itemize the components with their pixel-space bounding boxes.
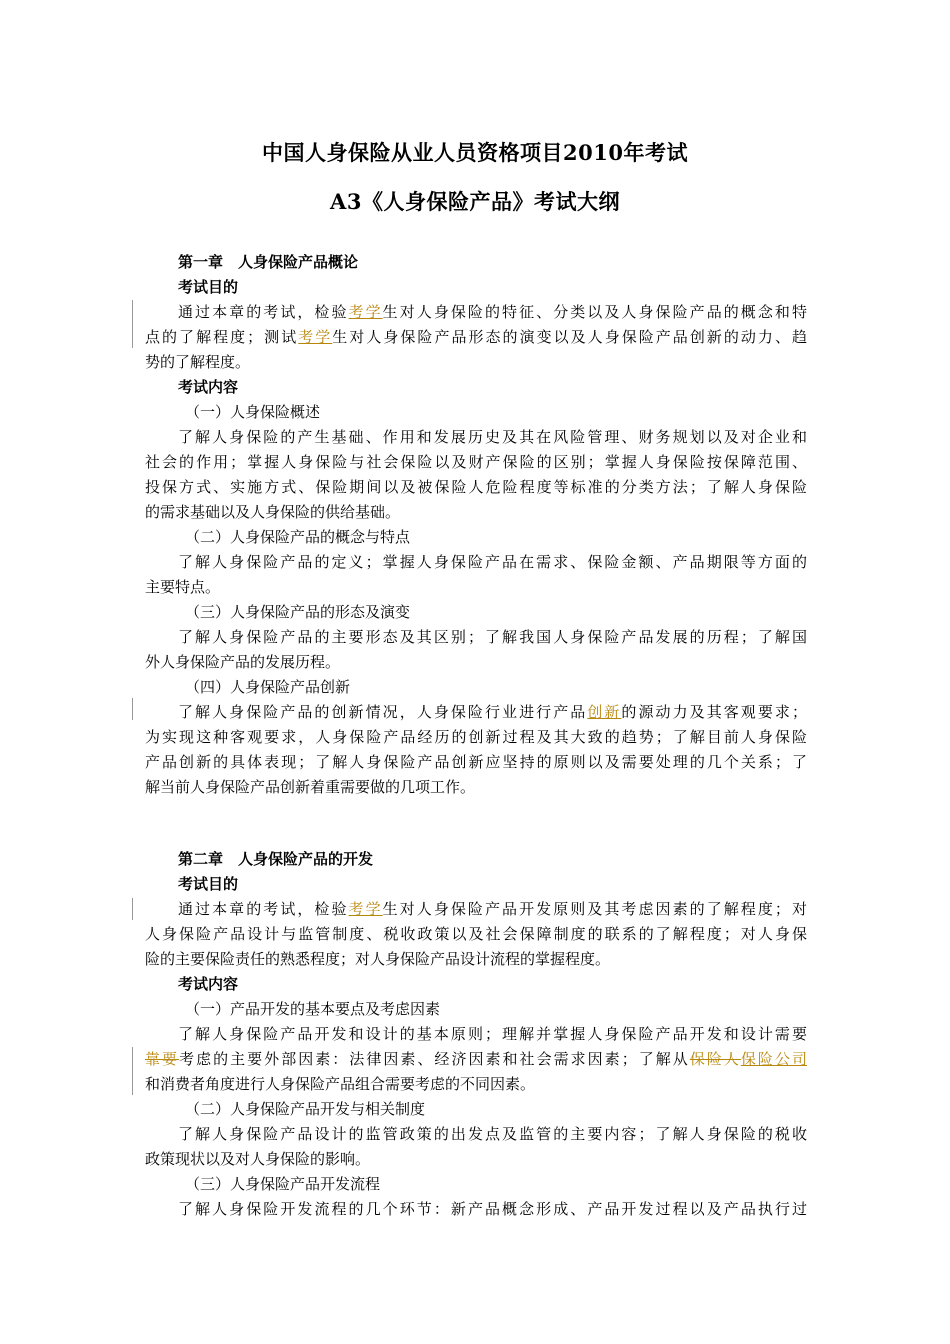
paragraph-line: 为实现这种客观要求，人身保险产品经历的创新过程及其大致的趋势；了解目前人身保险	[145, 728, 807, 746]
doc-title-line2: A3《人身保险产品》考试大纲	[330, 189, 620, 214]
section-label-purpose: 考试目的	[178, 278, 239, 296]
paragraph-line: 通过本章的考试，检验考学生对人身保险的特征、分类以及人身保险产品的概念和特	[178, 303, 807, 321]
section-label-content: 考试内容	[178, 378, 239, 396]
paragraph-line: 靠要考虑的主要外部因素：法律因素、经济因素和社会需求因素；了解从保险人保险公司	[145, 1050, 807, 1068]
paragraph-line: 外人身保险产品的发展历程。	[145, 653, 341, 671]
paragraph-line: 了解人身保险产品的创新情况，人身保险行业进行产品创新的源动力及其客观要求；	[178, 703, 807, 721]
deleted-text: 保险人	[689, 1050, 741, 1068]
paragraph-line: 和消费者角度进行人身保险产品组合需要考虑的不同因素。	[145, 1075, 536, 1093]
paragraph-line: 的需求基础以及人身保险的供给基础。	[145, 503, 401, 521]
paragraph-line: 了解人身保险开发流程的几个环节：新产品概念形成、产品开发过程以及产品执行过	[178, 1200, 807, 1218]
paragraph-line: 点的了解程度；测试考学生对人身保险产品形态的演变以及人身保险产品创新的动力、趋	[145, 328, 807, 346]
paragraph-line: 了解人身保险产品开发和设计的基本原则；理解并掌握人身保险产品开发和设计需要	[178, 1025, 807, 1043]
subsection-title: （二）人身保险产品开发与相关制度	[185, 1100, 426, 1118]
subsection-title: （三）人身保险产品开发流程	[185, 1175, 381, 1193]
paragraph-line: 社会的作用；掌握人身保险与社会保险以及财产保险的区别；掌握人身保险按保障范围、	[145, 453, 807, 471]
inserted-text: 保险公司	[740, 1050, 807, 1068]
chapter-heading: 第二章 人身保险产品的开发	[178, 850, 374, 868]
doc-title-line1: 中国人身保险从业人员资格项目2010年考试	[262, 140, 688, 165]
section-label-content: 考试内容	[178, 975, 239, 993]
paragraph-line: 主要特点。	[145, 578, 221, 596]
chapter-heading: 第一章 人身保险产品概论	[178, 253, 359, 271]
subsection-title: （三）人身保险产品的形态及演变	[185, 603, 411, 621]
subsection-title: （一）人身保险概述	[185, 403, 321, 421]
paragraph-line: 了解人身保险的产生基础、作用和发展历史及其在风险管理、财务规划以及对企业和	[178, 428, 807, 446]
change-bar	[132, 300, 133, 348]
paragraph-line: 了解人身保险产品的定义；掌握人身保险产品在需求、保险金额、产品期限等方面的	[178, 553, 807, 571]
inserted-text: 考学	[298, 328, 333, 346]
paragraph-line: 势的了解程度。	[145, 353, 251, 371]
paragraph-line: 险的主要保险责任的熟悉程度；对人身保险产品设计流程的掌握程度。	[145, 950, 611, 968]
subsection-title: （一）产品开发的基本要点及考虑因素	[185, 1000, 441, 1018]
chapter-1	[145, 250, 807, 800]
chapter-2	[145, 847, 807, 1222]
section-label-purpose: 考试目的	[178, 875, 239, 893]
inserted-text: 考学	[348, 900, 383, 918]
change-bar	[132, 898, 133, 920]
paragraph-line: 通过本章的考试，检验考学生对人身保险产品开发原则及其考虑因素的了解程度；对	[178, 900, 807, 918]
subsection-title: （四）人身保险产品创新	[185, 678, 351, 696]
paragraph-line: 产品创新的具体表现；了解人身保险产品创新应坚持的原则以及需要处理的几个关系；了	[145, 753, 807, 771]
deleted-text: 靠要	[145, 1050, 180, 1068]
paragraph-line: 了解人身保险产品设计的监管政策的出发点及监管的主要内容；了解人身保险的税收	[178, 1125, 807, 1143]
inserted-text: 考学	[348, 303, 383, 321]
inserted-text: 创新	[587, 703, 622, 721]
change-bar	[132, 1047, 133, 1095]
paragraph-line: 了解人身保险产品的主要形态及其区别；了解我国人身保险产品发展的历程；了解国	[178, 628, 807, 646]
subsection-title: （二）人身保险产品的概念与特点	[185, 528, 411, 546]
change-bar	[132, 698, 133, 720]
paragraph-line: 人身保险产品设计与监管制度、税收政策以及社会保障制度的联系的了解程度；对人身保	[145, 925, 807, 943]
paragraph-line: 投保方式、实施方式、保险期间以及被保险人危险程度等标准的分类方法；了解人身保险	[145, 478, 807, 496]
paragraph-line: 解当前人身保险产品创新着重需要做的几项工作。	[145, 778, 476, 796]
paragraph-line: 政策现状以及对人身保险的影响。	[145, 1150, 371, 1168]
